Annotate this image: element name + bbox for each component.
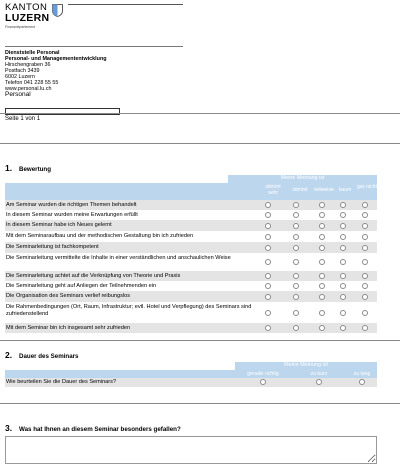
table-row	[5, 220, 377, 231]
radio-option-1[interactable]	[265, 294, 271, 300]
radio-option-2[interactable]	[293, 234, 299, 240]
radio-option-1[interactable]	[265, 223, 271, 229]
radio-option-1[interactable]	[265, 325, 271, 331]
radio-option-3[interactable]	[319, 223, 325, 229]
radio-option-1[interactable]	[265, 283, 271, 289]
address-line: Telefon 041 228 55 55	[5, 80, 59, 86]
radio-option-4[interactable]	[340, 245, 346, 251]
radio-option-4[interactable]	[340, 202, 346, 208]
radio-option-5[interactable]	[362, 273, 368, 279]
col-zu-lang: zu lang	[353, 371, 371, 377]
table-row	[5, 291, 377, 302]
radio-option-3[interactable]	[319, 202, 325, 208]
radio-option-3[interactable]	[319, 294, 325, 300]
row-label: Die Seminarleitung vermittelte die Inhalte in einer verständlichen und anschaulichen Weise	[6, 255, 231, 261]
department-label: Personal	[5, 91, 31, 98]
address-line: Personal- und Managemententwicklung	[5, 56, 107, 62]
col-stimmt: stimmt	[292, 187, 308, 193]
radio-option-3[interactable]	[319, 234, 325, 240]
section-3-number: 3.	[5, 423, 13, 433]
address-line: Dienststelle Personal	[5, 50, 60, 56]
logo-subtitle: Finanzdepartement	[5, 25, 36, 29]
section-1-heading	[5, 163, 51, 173]
address-line: Hirschengraben 36	[5, 62, 51, 68]
table-row	[5, 302, 377, 323]
section-1-number: 1.	[5, 163, 13, 173]
table-row	[5, 210, 377, 220]
radio-option-4[interactable]	[340, 325, 346, 331]
radio-option-2[interactable]	[293, 245, 299, 251]
section-divider-1	[0, 143, 400, 144]
section-2-heading	[5, 350, 79, 360]
section-divider-3	[0, 403, 400, 404]
section-2-title: Dauer des Seminars	[19, 353, 79, 360]
radio-option-4[interactable]	[340, 212, 346, 218]
radio-zu-kurz[interactable]	[316, 379, 322, 385]
radio-gerade-richtig[interactable]	[260, 379, 266, 385]
section-divider-2	[0, 340, 400, 341]
radio-option-3[interactable]	[319, 273, 325, 279]
row-label: Mit dem Seminaraufbau und der methodischen Gestaltung bin ich zufrieden	[6, 233, 194, 239]
address-line: www.personal.lu.ch	[5, 86, 52, 92]
radio-option-5[interactable]	[362, 223, 368, 229]
radio-option-4[interactable]	[340, 259, 346, 265]
radio-option-4[interactable]	[340, 273, 346, 279]
col-teilweise: teilweise	[314, 187, 334, 193]
table-row	[5, 242, 377, 253]
radio-option-4[interactable]	[340, 294, 346, 300]
address-block	[5, 50, 107, 92]
radio-option-2[interactable]	[293, 212, 299, 218]
row-label: Am Seminar wurden die richtigen Themen behandelt	[6, 202, 137, 208]
radio-option-2[interactable]	[293, 310, 299, 316]
section-3-answer-textarea[interactable]	[5, 436, 377, 464]
radio-option-1[interactable]	[265, 273, 271, 279]
header-rule-top	[68, 4, 183, 5]
radio-option-5[interactable]	[362, 283, 368, 289]
radio-option-1[interactable]	[265, 202, 271, 208]
radio-option-2[interactable]	[293, 325, 299, 331]
address-line: 6002 Luzern	[5, 74, 35, 80]
section-3-heading	[5, 423, 181, 433]
radio-option-2[interactable]	[293, 202, 299, 208]
page-indicator: Seite 1 von 1	[5, 116, 41, 122]
row-label: Die Seminarleitung geht auf Anliegen der Teilnehmenden ein	[6, 283, 157, 289]
row-label: Die Seminarleitung achtet auf die Verknüpfung von Theorie und Praxis	[6, 273, 181, 279]
col-kaum: kaum	[338, 187, 352, 193]
crest-icon	[52, 4, 63, 17]
radio-option-3[interactable]	[319, 325, 325, 331]
section-1-group-header: Meine Meinung ist	[228, 175, 377, 183]
section-1-title: Bewertung	[19, 166, 51, 173]
section-1-column-header	[5, 183, 377, 200]
table-row	[5, 378, 377, 387]
row-label: Die Organisation des Seminars verlief reibungslos	[6, 293, 131, 299]
logo-line-luzern: LUZERN	[5, 12, 50, 24]
row-label: In diesem Seminar habe ich Neues gelernt	[6, 222, 112, 228]
address-line: Postfach 3439	[5, 68, 40, 74]
radio-option-1[interactable]	[265, 234, 271, 240]
radio-option-1[interactable]	[265, 212, 271, 218]
radio-option-3[interactable]	[319, 283, 325, 289]
radio-option-1[interactable]	[265, 259, 271, 265]
table-row	[5, 323, 377, 333]
table-row	[5, 253, 377, 271]
kanton-luzern-logo	[5, 3, 49, 31]
radio-option-4[interactable]	[340, 234, 346, 240]
section-2-number: 2.	[5, 350, 13, 360]
col-gar-nicht: gar nicht	[357, 184, 377, 190]
radio-option-5[interactable]	[362, 202, 368, 208]
table-row	[5, 200, 377, 210]
radio-option-5[interactable]	[362, 310, 368, 316]
radio-zu-lang[interactable]	[359, 379, 365, 385]
radio-option-5[interactable]	[362, 294, 368, 300]
section-2-column-header	[5, 370, 377, 378]
row-label: Mit dem Seminar bin ich insgesamt sehr zufrieden	[6, 325, 131, 331]
radio-option-3[interactable]	[319, 212, 325, 218]
table-row	[5, 231, 377, 242]
radio-option-5[interactable]	[362, 259, 368, 265]
row-label: In diesem Seminar wurden meine Erwartungen erfüllt	[6, 212, 138, 218]
pager-rule	[0, 113, 400, 114]
row-label: Die Rahmenbedingungen (Ort, Raum, Infrastruktur; evtl. Hotel und Verpflegung) des Seminars sind zufriedenstellend	[6, 304, 252, 317]
section-3-title: Was hat Ihnen an diesem Seminar besonders gefallen?	[19, 426, 181, 433]
radio-option-2[interactable]	[293, 273, 299, 279]
radio-option-4[interactable]	[340, 223, 346, 229]
table-row	[5, 281, 377, 291]
col-zu-kurz: zu kurz	[310, 371, 328, 377]
radio-option-3[interactable]	[319, 245, 325, 251]
radio-option-4[interactable]	[340, 310, 346, 316]
radio-option-3[interactable]	[319, 310, 325, 316]
logo-line-kanton: KANTON	[5, 2, 48, 13]
radio-option-2[interactable]	[293, 294, 299, 300]
radio-option-5[interactable]	[362, 234, 368, 240]
row-label: Wie beurteilen Sie die Dauer des Seminars?	[6, 379, 117, 385]
radio-option-1[interactable]	[265, 245, 271, 251]
radio-option-5[interactable]	[362, 325, 368, 331]
radio-option-2[interactable]	[293, 259, 299, 265]
radio-option-3[interactable]	[319, 259, 325, 265]
radio-option-5[interactable]	[362, 212, 368, 218]
radio-option-4[interactable]	[340, 283, 346, 289]
radio-option-2[interactable]	[293, 283, 299, 289]
section-2-group-header: Meine Meinung ist	[235, 362, 377, 370]
col-stimmt-sehr: stimmt sehr	[265, 184, 281, 196]
table-row	[5, 271, 377, 281]
col-gerade-richtig: gerade richtig	[247, 371, 279, 377]
header-rule-bottom	[5, 46, 183, 47]
radio-option-1[interactable]	[265, 310, 271, 316]
radio-option-2[interactable]	[293, 223, 299, 229]
row-label: Die Seminarleitung ist fachkompetent	[6, 244, 99, 250]
radio-option-5[interactable]	[362, 245, 368, 251]
